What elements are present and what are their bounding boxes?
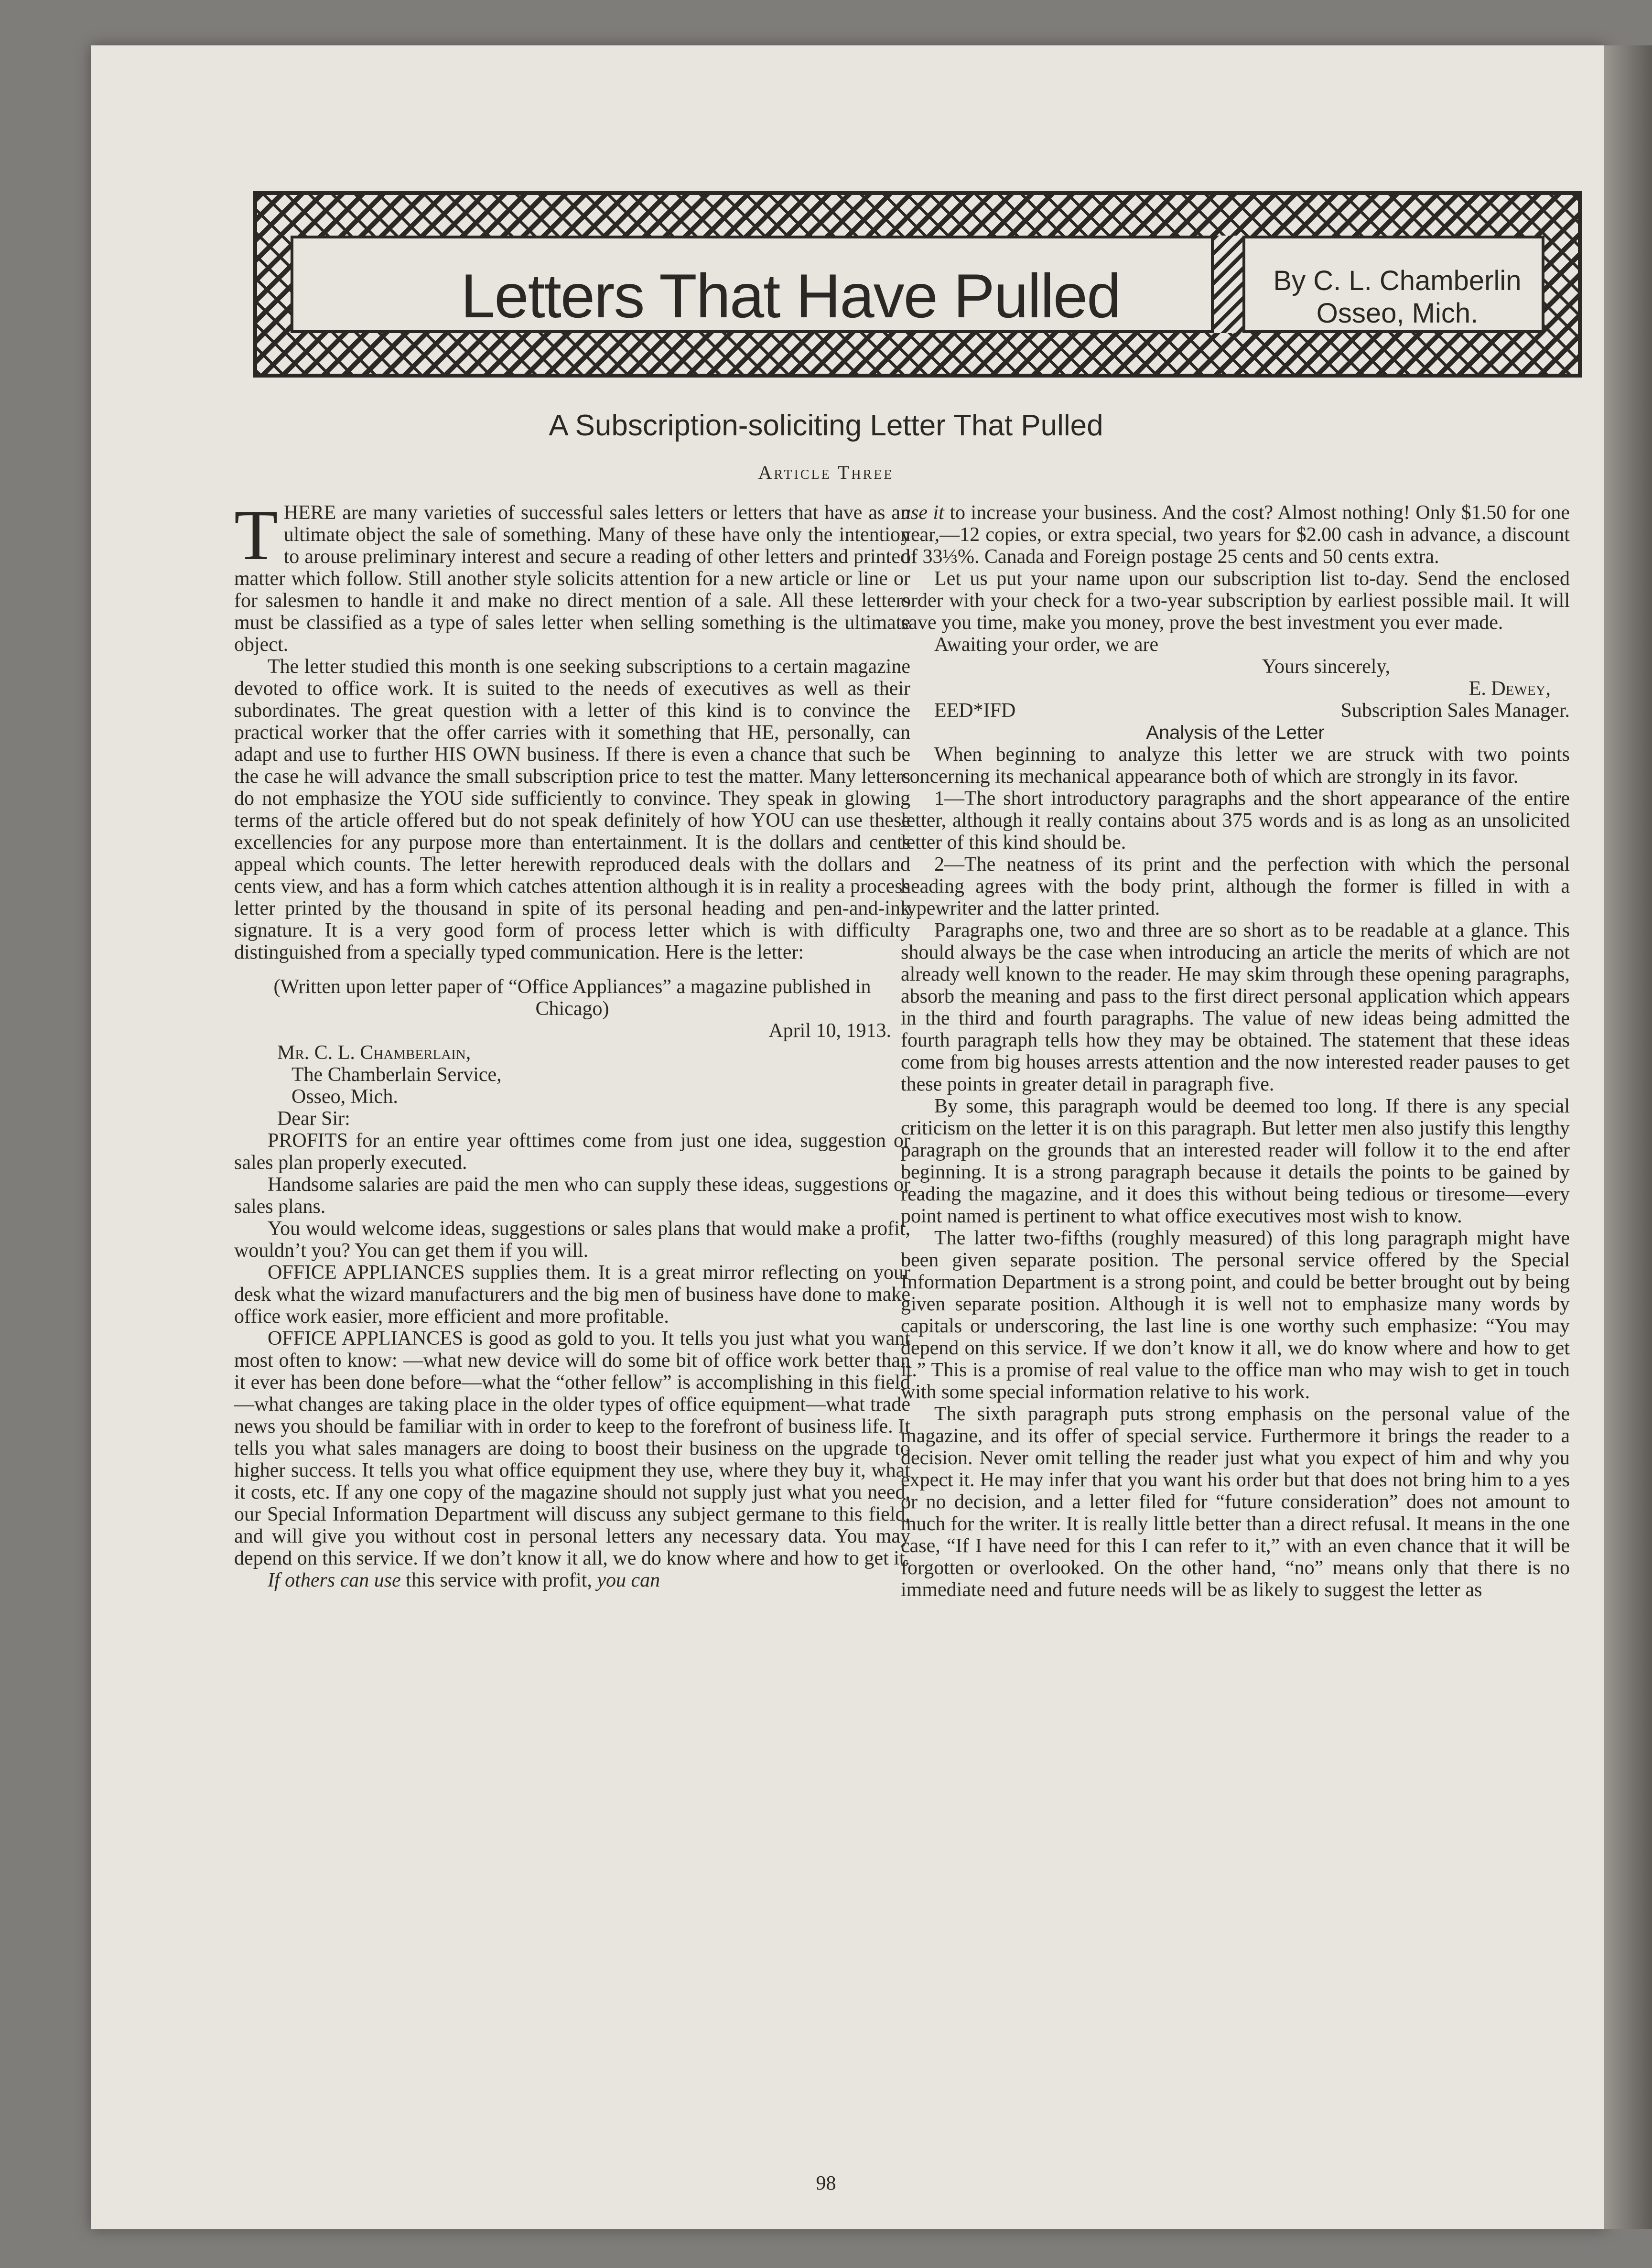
- letter-date: April 10, 1913.: [768, 1020, 891, 1042]
- letter-paragraph: Let us put your name upon our subscription list to-day. Send the enclosed order with your check for a two-year subscription by earliest possible mail. It will save you time, make you money, prove the best investment you ever made.: [901, 568, 1570, 634]
- article-number: Article Three: [758, 462, 894, 483]
- letter-paragraph: You would welcome ideas, suggestions or sales plans that would make a profit, wouldn’t you? You can get them if you will.: [234, 1218, 910, 1262]
- letter-town: Osseo, Mich.: [292, 1086, 398, 1108]
- analysis-paragraph: 2—The neatness of its print and the perfection with which the personal heading agrees with the body print, although the former is filled in with a typewriter and the latter printed.: [901, 853, 1570, 919]
- letter-paragraph: If others can use this service with profit, you can: [268, 1569, 660, 1591]
- letter-paragraph: PROFITS for an entire year ofttimes come from just one idea, suggestion or sales plan properly executed.: [234, 1130, 910, 1174]
- letter-paragraph: Handsome salaries are paid the men who can supply these ideas, suggestions or sales plans.: [234, 1174, 910, 1218]
- section-heading: Analysis of the Letter: [1146, 722, 1325, 743]
- author-name: By C. L. Chamberlin: [1273, 265, 1522, 296]
- letter-salutation: Dear Sir:: [277, 1108, 350, 1130]
- signature-row: [901, 700, 1570, 722]
- page-number: 98: [816, 2172, 836, 2194]
- letter-addressee: Mr. C. L. Chamberlain,: [277, 1042, 471, 1064]
- analysis-paragraph: The latter two-fifths (roughly measured) of this long paragraph might have been given separate position. The personal service offered by the Special Information Department is a strong point, and could be better brought out by being given separate position. Although it is well not to emphasize many words by capitals or underscoring, the last line is one worthy such emphasize: “You may depend on this service. If we don’t know it all, we do know where and how to get it.” This is a promise of real value to the office man who may wish to get in touch with some special information relative to his work.: [901, 1227, 1570, 1403]
- header-banner: [253, 191, 1582, 378]
- drop-cap: T: [234, 496, 278, 575]
- left-column: [234, 496, 910, 1591]
- letter-initials: EED*IFD: [934, 700, 1016, 722]
- article-subtitle: A Subscription-soliciting Letter That Pulled: [549, 409, 1103, 442]
- analysis-paragraph: Paragraphs one, two and three are so short as to be readable at a glance. This should always be the case when introducing an article the merits of which are not already well known to the reader. He may skim through these opening paragraphs, absorb the meaning and pass to the first direct personal application which appears in the third and fourth paragraphs. The value of new ideas being admitted the fourth paragraph tells how they may be obtained. The statement that these ideas come from big houses arrests attention and the now interested reader pauses to get these points in greater detail in paragraph five.: [901, 919, 1570, 1095]
- book-spine: [1604, 45, 1652, 2229]
- byline: [1263, 265, 1531, 330]
- letter-note: (Written upon letter paper of “Office Appliances” a magazine published in Chicago): [273, 976, 871, 1020]
- letter-paragraph: OFFICE APPLIANCES is good as gold to you. It tells you just what you want most often to know: —what new device will do some bit of office work better than it ever has been done before—what the “other fellow” is accomplishing in this field—what changes are taking place in the older types of office equipment—what trade news you should be familiar with in order to keep to the forefront of business life. It tells you what sales managers are doing to boost their business on the upgrade to higher success. It tells you what office equipment they use, where they buy it, what it costs, etc. If any one copy of the magazine should not supply just what you need, our Special Information Department will discuss any subject germane to this field, and will give you without cost in personal letters any necessary data. You may depend on this service. If we don’t know it all, we do know where and how to get it.: [234, 1328, 910, 1569]
- header-banner-panel: [291, 236, 1544, 333]
- letter-closing: Yours sincerely,: [1262, 656, 1391, 678]
- signer-title: Subscription Sales Manager.: [1340, 700, 1570, 722]
- letter-paragraph: OFFICE APPLIANCES supplies them. It is a great mirror reflecting on your desk what the wizard manufacturers and the big men of business have done to make office work easier, more efficient and more profitable.: [234, 1262, 910, 1328]
- letter-paragraph: Awaiting your order, we are: [934, 634, 1159, 656]
- intro-text: HERE are many varieties of successful sales letters or letters that have as an ultimate object the sale of something. Many of these have only the intention to arouse preliminary interest and secure a reading of other letters and printed matter which follow. Still another style solicits attention for a new article or line or for salesmen to handle it and make no direct mention of a sale. All these letters must be classified as a type of sales letter when selling something is the ultimate object.: [234, 502, 910, 656]
- body-paragraph: The letter studied this month is one seeking subscriptions to a certain magazine devoted to office work. It is suited to the needs of executives as well as their subordinates. The great question with a letter of this kind is to convince the practical worker that the offer carries with it something that HE, personally, can adapt and use to further HIS OWN business. If there is even a chance that such be the case he will advance the small subscription price to test the matter. Many letters do not emphasize the YOU side sufficiently to convince. They speak in glowing terms of the article offered but do not speak definitely of how YOU can use these excellencies for any purpose more than entertainment. It is the dollars and cents appeal which counts. The letter herewith reproduced deals with the dollars and cents view, and has a form which catches attention although it is in reality a process letter printed by the thousand in spite of its personal heading and pen-and-ink signature. It is a very good form of process letter which is with difficulty distinguished from a specially typed communication. Here is the letter:: [234, 656, 910, 963]
- intro-paragraph: [234, 496, 910, 656]
- letter-signer: E. Dewey,: [1468, 678, 1551, 700]
- analysis-paragraph: When beginning to analyze this letter we are struck with two points concerning its mechanical appearance both of which are strongly in its favor.: [901, 744, 1570, 788]
- analysis-paragraph: 1—The short introductory paragraphs and the short appearance of the entire letter, although it really contains about 375 words and is as long as an unsolicited letter of this kind should be.: [901, 788, 1570, 853]
- page-title: Letters That Have Pulled: [461, 261, 1121, 331]
- analysis-paragraph: By some, this paragraph would be deemed too long. If there is any special criticism on the letter it is on this paragraph. But letter men also justify this lengthy paragraph on the grounds that an interested reader will follow it to the end after beginning. It is a strong paragraph because it details the points to be gained by reading the magazine, and it does this without being tedious or tiresome—every point named is pertinent to what office executives most wish to know.: [901, 1095, 1570, 1227]
- letter-firm: The Chamberlain Service,: [292, 1064, 502, 1086]
- ornament-divider: [1211, 236, 1245, 333]
- author-location: Osseo, Mich.: [1316, 298, 1479, 329]
- analysis-paragraph: The sixth paragraph puts strong emphasis on the personal value of the magazine, and its offer of special service. Furthermore it brings the reader to a decision. Never omit telling the reader just what you expect of him and why you expect it. He may infer that you want his order but that does not bring him to a yes or no decision, and a letter filed for “future consideration” does not amount to much for the writer. It is really little better than a direct refusal. It means in the one case, “If I have need for this I can refer to it,” with an even chance that it will be forgotten or overlooked. On the other hand, “no” means only that there is no immediate need and future needs will be as likely to suggest the letter as: [901, 1403, 1570, 1601]
- right-column: [901, 502, 1570, 1601]
- letter-paragraph: use it to increase your business. And the cost? Almost nothing! Only $1.50 for one year,—12 copies, or extra special, two years for $2.00 cash in advance, a discount of 33⅓%. Canada and Foreign postage 25 cents and 50 cents extra.: [901, 502, 1570, 568]
